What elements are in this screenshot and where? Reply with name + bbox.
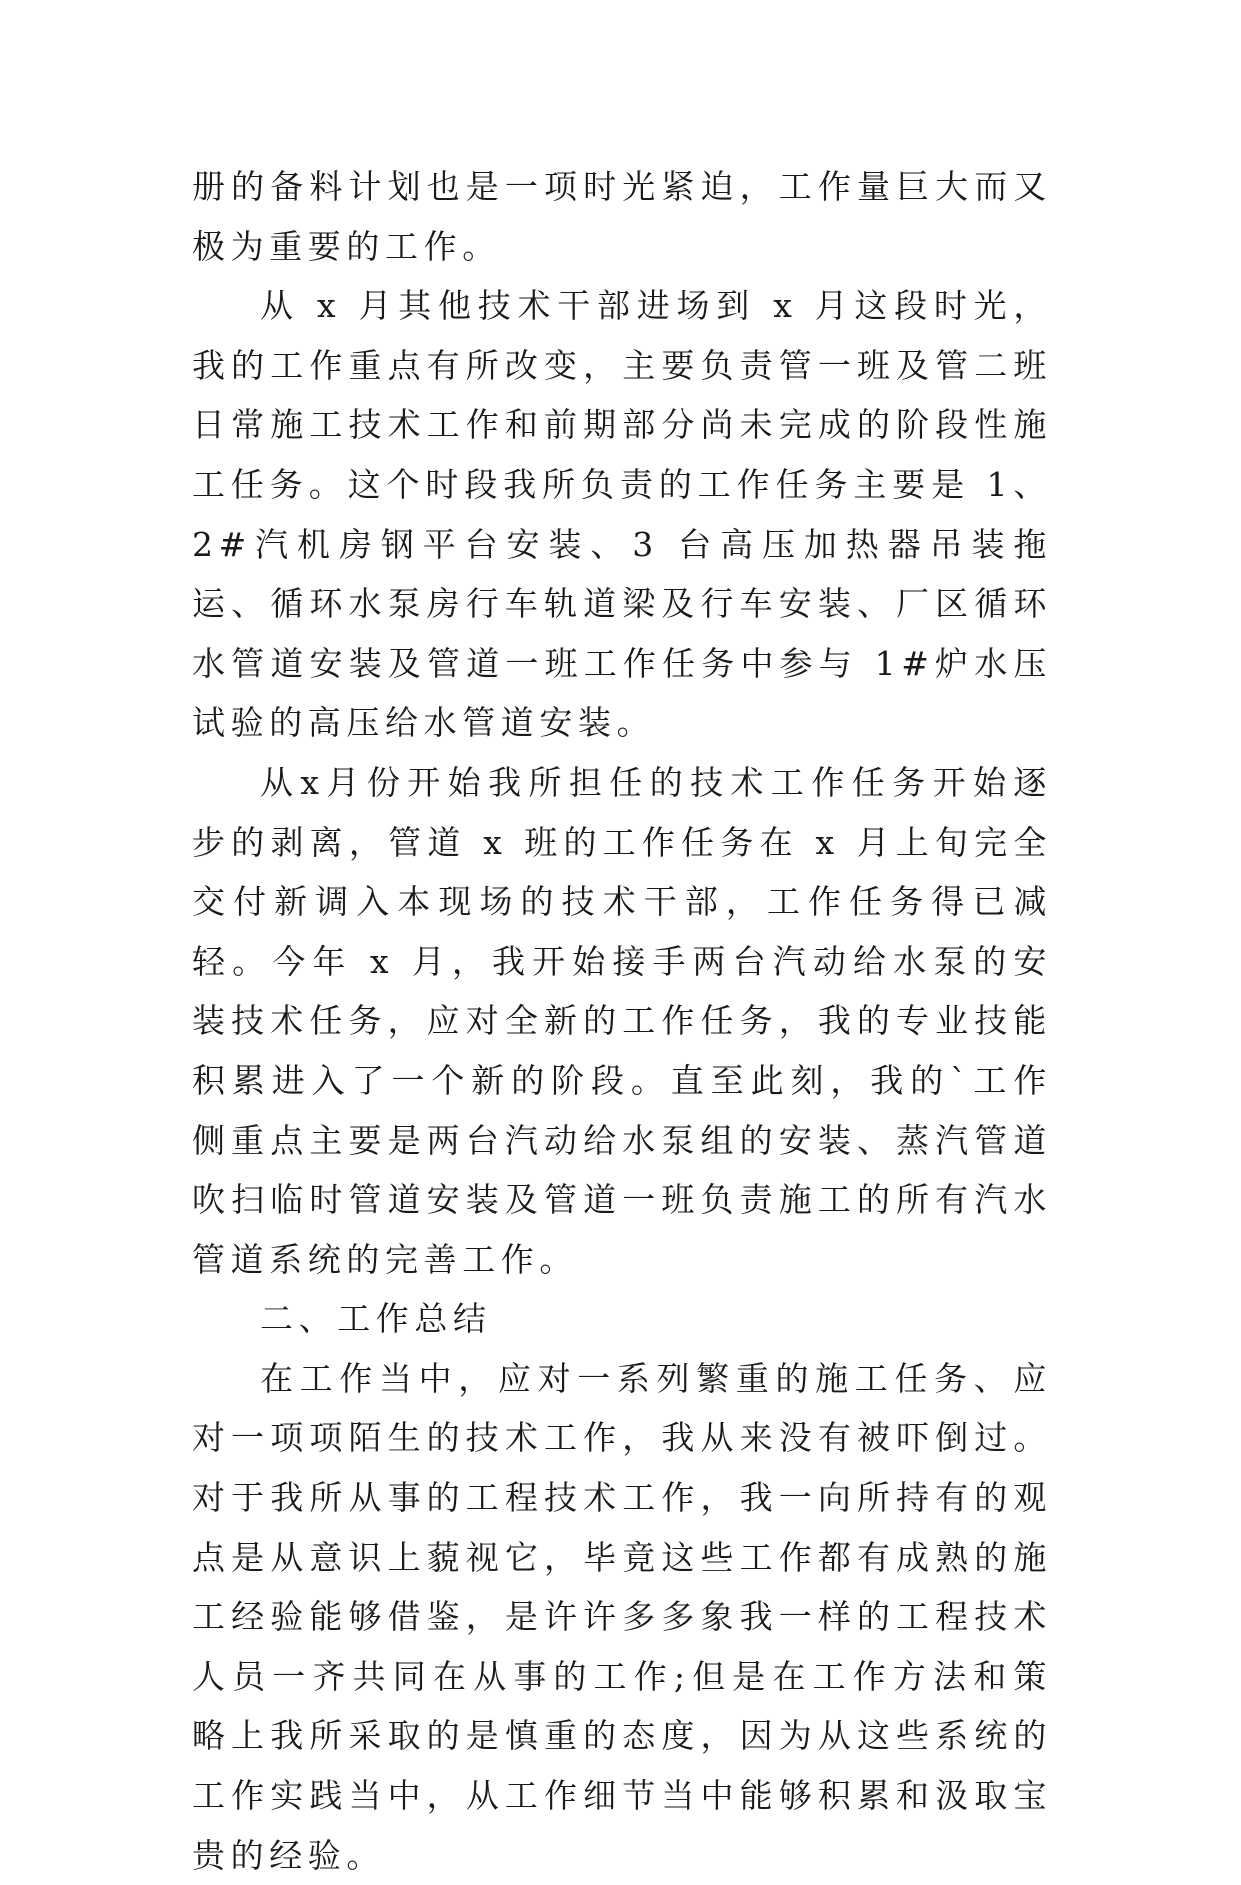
paragraph-handover: 从x月份开始我所担任的技术工作任务开始逐步的剥离，管道 x 班的工作任务在 x 月上旬完全交付新调入本现场的技术干部，工作任务得已减轻。今年 x 月，我开始接手两台汽动给水泵的安装技术任务，应对全新的工作任务，我的专业技能积累进入了一个新的阶段。直至此刻，我的`工作侧重点主要是两台汽动给水泵组的安装、蒸汽管道吹扫临时管道安装及管道一班负责施工的所有汽水管道系统的完善工作。 <box>192 762 1052 1279</box>
paragraph-period-change: 从 x 月其他技术干部进场到 x 月这段时光，我的工作重点有所改变，主要负责管一班及管二班日常施工技术工作和前期部分尚未完成的阶段性施工任务。这个时段我所负责的工作任务主要是 1、2#汽机房钢平台安装、3 台高压加热器吊装拖运、循环水泵房行车轨道梁及行车安装、厂区循环水管道安装及管道一班工作任务中参与 1#炉水压试验的高压给水管道安装。 <box>192 286 1052 743</box>
section-heading: 二、工作总结 <box>260 1299 492 1339</box>
paragraph-summary: 在工作当中，应对一系列繁重的施工任务、应对一项项陌生的技术工作，我从来没有被吓倒过。对于我所从事的工程技术工作，我一向所持有的观点是从意识上藐视它，毕竟这些工作都有成熟的施工经验能够借鉴，是许许多多象我一样的工程技术人员一齐共同在从事的工作;但是在工作方法和策略上我所采取的是慎重的态度，因为从这些系统的工作实践当中，从工作细节当中能够积累和汲取宝贵的经验。 <box>192 1358 1052 1875</box>
document-body <box>192 157 1052 1885</box>
paragraph-continuation: 册的备料计划也是一项时光紧迫，工作量巨大而又极为重要的工作。 <box>192 167 1052 266</box>
